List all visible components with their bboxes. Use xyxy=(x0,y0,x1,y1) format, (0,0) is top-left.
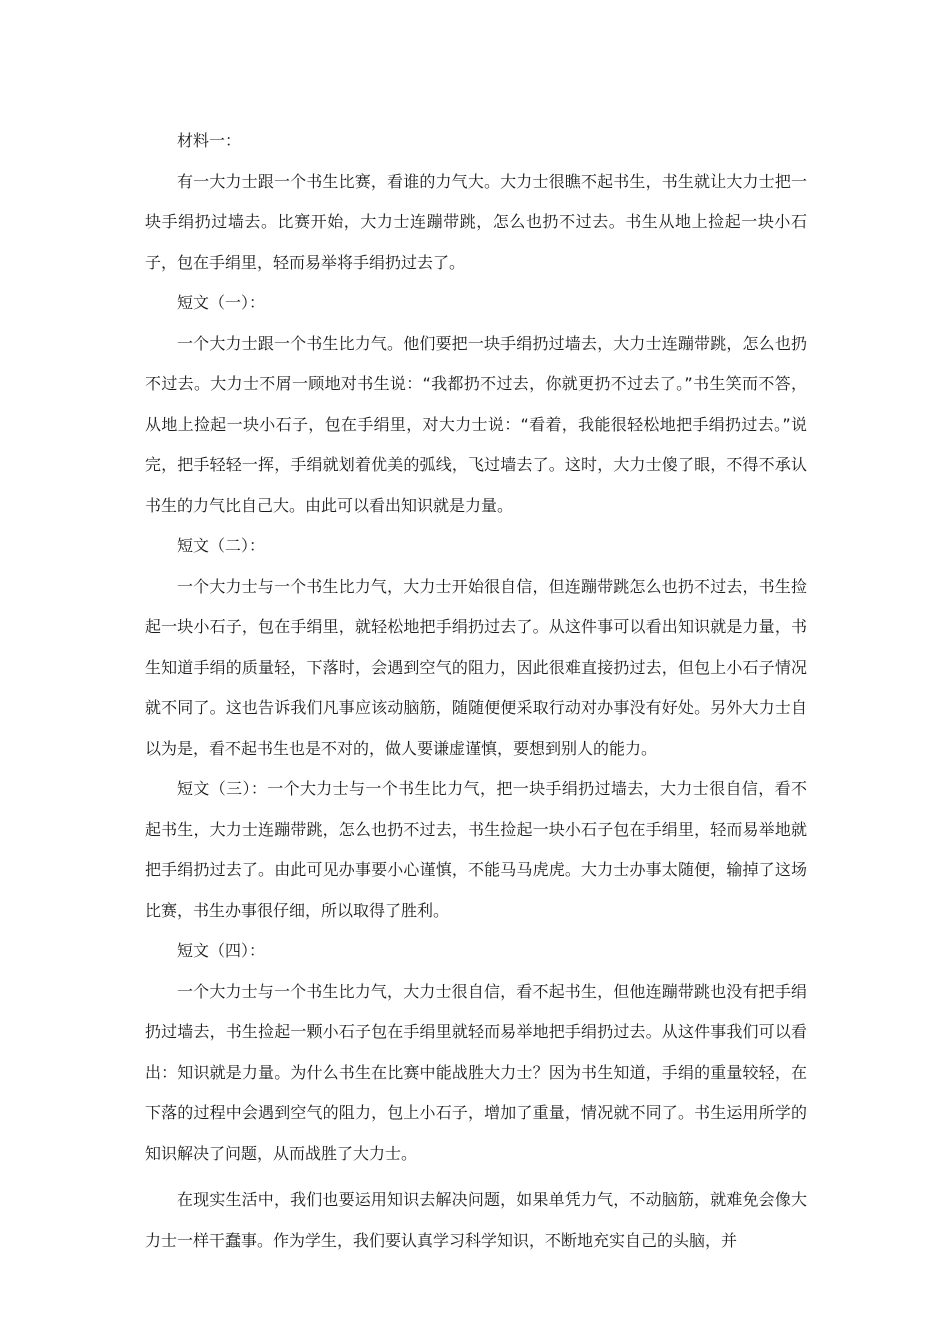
paragraph-essay-one: 一个大力士跟一个书生比力气。他们要把一块手绢扔过墙去，大力士连蹦带跳，怎么也扔不过去。大力士不屑一顾地对书生说：“我都扔不过去，你就更扔不过去了。”书生笑而不答，从地上捡起一块小石子，包在手绢里，对大力士说：“看着，我能很轻松地把手绢扔过去。”说完，把手轻轻一挥，手绢就划着优美的弧线，飞过墙去了。这时，大力士傻了眼，不得不承认书生的力气比自己大。由此可以看出知识就是力量。 xyxy=(145,333,807,515)
heading-essay-four: 短文（四）： xyxy=(177,941,266,960)
paragraph-essay-three: 短文（三）：一个大力士与一个书生比力气，把一块手绢扔过墙去，大力士很自信，看不起书生，大力士连蹦带跳，怎么也扔不过去，书生捡起一块小石子包在手绢里，轻而易举地就把手绢扔过去了。由此可见办事要小心谨慎，不能马马虎虎。大力士办事太随便，输掉了这场比赛，书生办事很仔细，所以取得了胜利。 xyxy=(145,779,807,920)
heading-essay-one: 短文（一）： xyxy=(177,293,266,312)
heading-material-one: 材料一： xyxy=(177,131,242,150)
paragraph-material-one: 有一大力士跟一个书生比赛，看谁的力气大。大力士很瞧不起书生，书生就让大力士把一块手绢扔过墙去。比赛开始，大力士连蹦带跳，怎么也扔不过去。书生从地上捡起一块小石子，包在手绢里，轻而易举将手绢扔过去了。 xyxy=(145,171,807,272)
document-body xyxy=(145,121,807,1261)
heading-essay-two: 短文（二）： xyxy=(177,536,266,555)
paragraph-essay-two: 一个大力士与一个书生比力气，大力士开始很自信，但连蹦带跳怎么也扔不过去，书生捡起一块小石子，包在手绢里，就轻松地把手绢扔过去了。从这件事可以看出知识就是力量，书生知道手绢的质量轻，下落时，会遇到空气的阻力，因此很难直接扔过去，但包上小石子情况就不同了。这也告诉我们凡事应该动脑筋，随随便便采取行动对办事没有好处。另外大力士自以为是，看不起书生也是不对的，做人要谦虚谨慎，要想到别人的能力。 xyxy=(145,576,807,758)
paragraph-conclusion: 在现实生活中，我们也要运用知识去解决问题，如果单凭力气，不动脑筋，就难免会像大力士一样干蠢事。作为学生，我们要认真学习科学知识，不断地充实自己的头脑，并 xyxy=(145,1190,807,1250)
paragraph-essay-four: 一个大力士与一个书生比力气，大力士很自信，看不起书生，但他连蹦带跳也没有把手绢扔过墙去，书生捡起一颗小石子包在手绢里就轻而易举地把手绢扔过去。从这件事我们可以看出：知识就是力量。为什么书生在比赛中能战胜大力士？因为书生知道，手绢的重量较轻，在下落的过程中会遇到空气的阻力，包上小石子，增加了重量，情况就不同了。书生运用所学的知识解决了问题，从而战胜了大力士。 xyxy=(145,981,807,1163)
